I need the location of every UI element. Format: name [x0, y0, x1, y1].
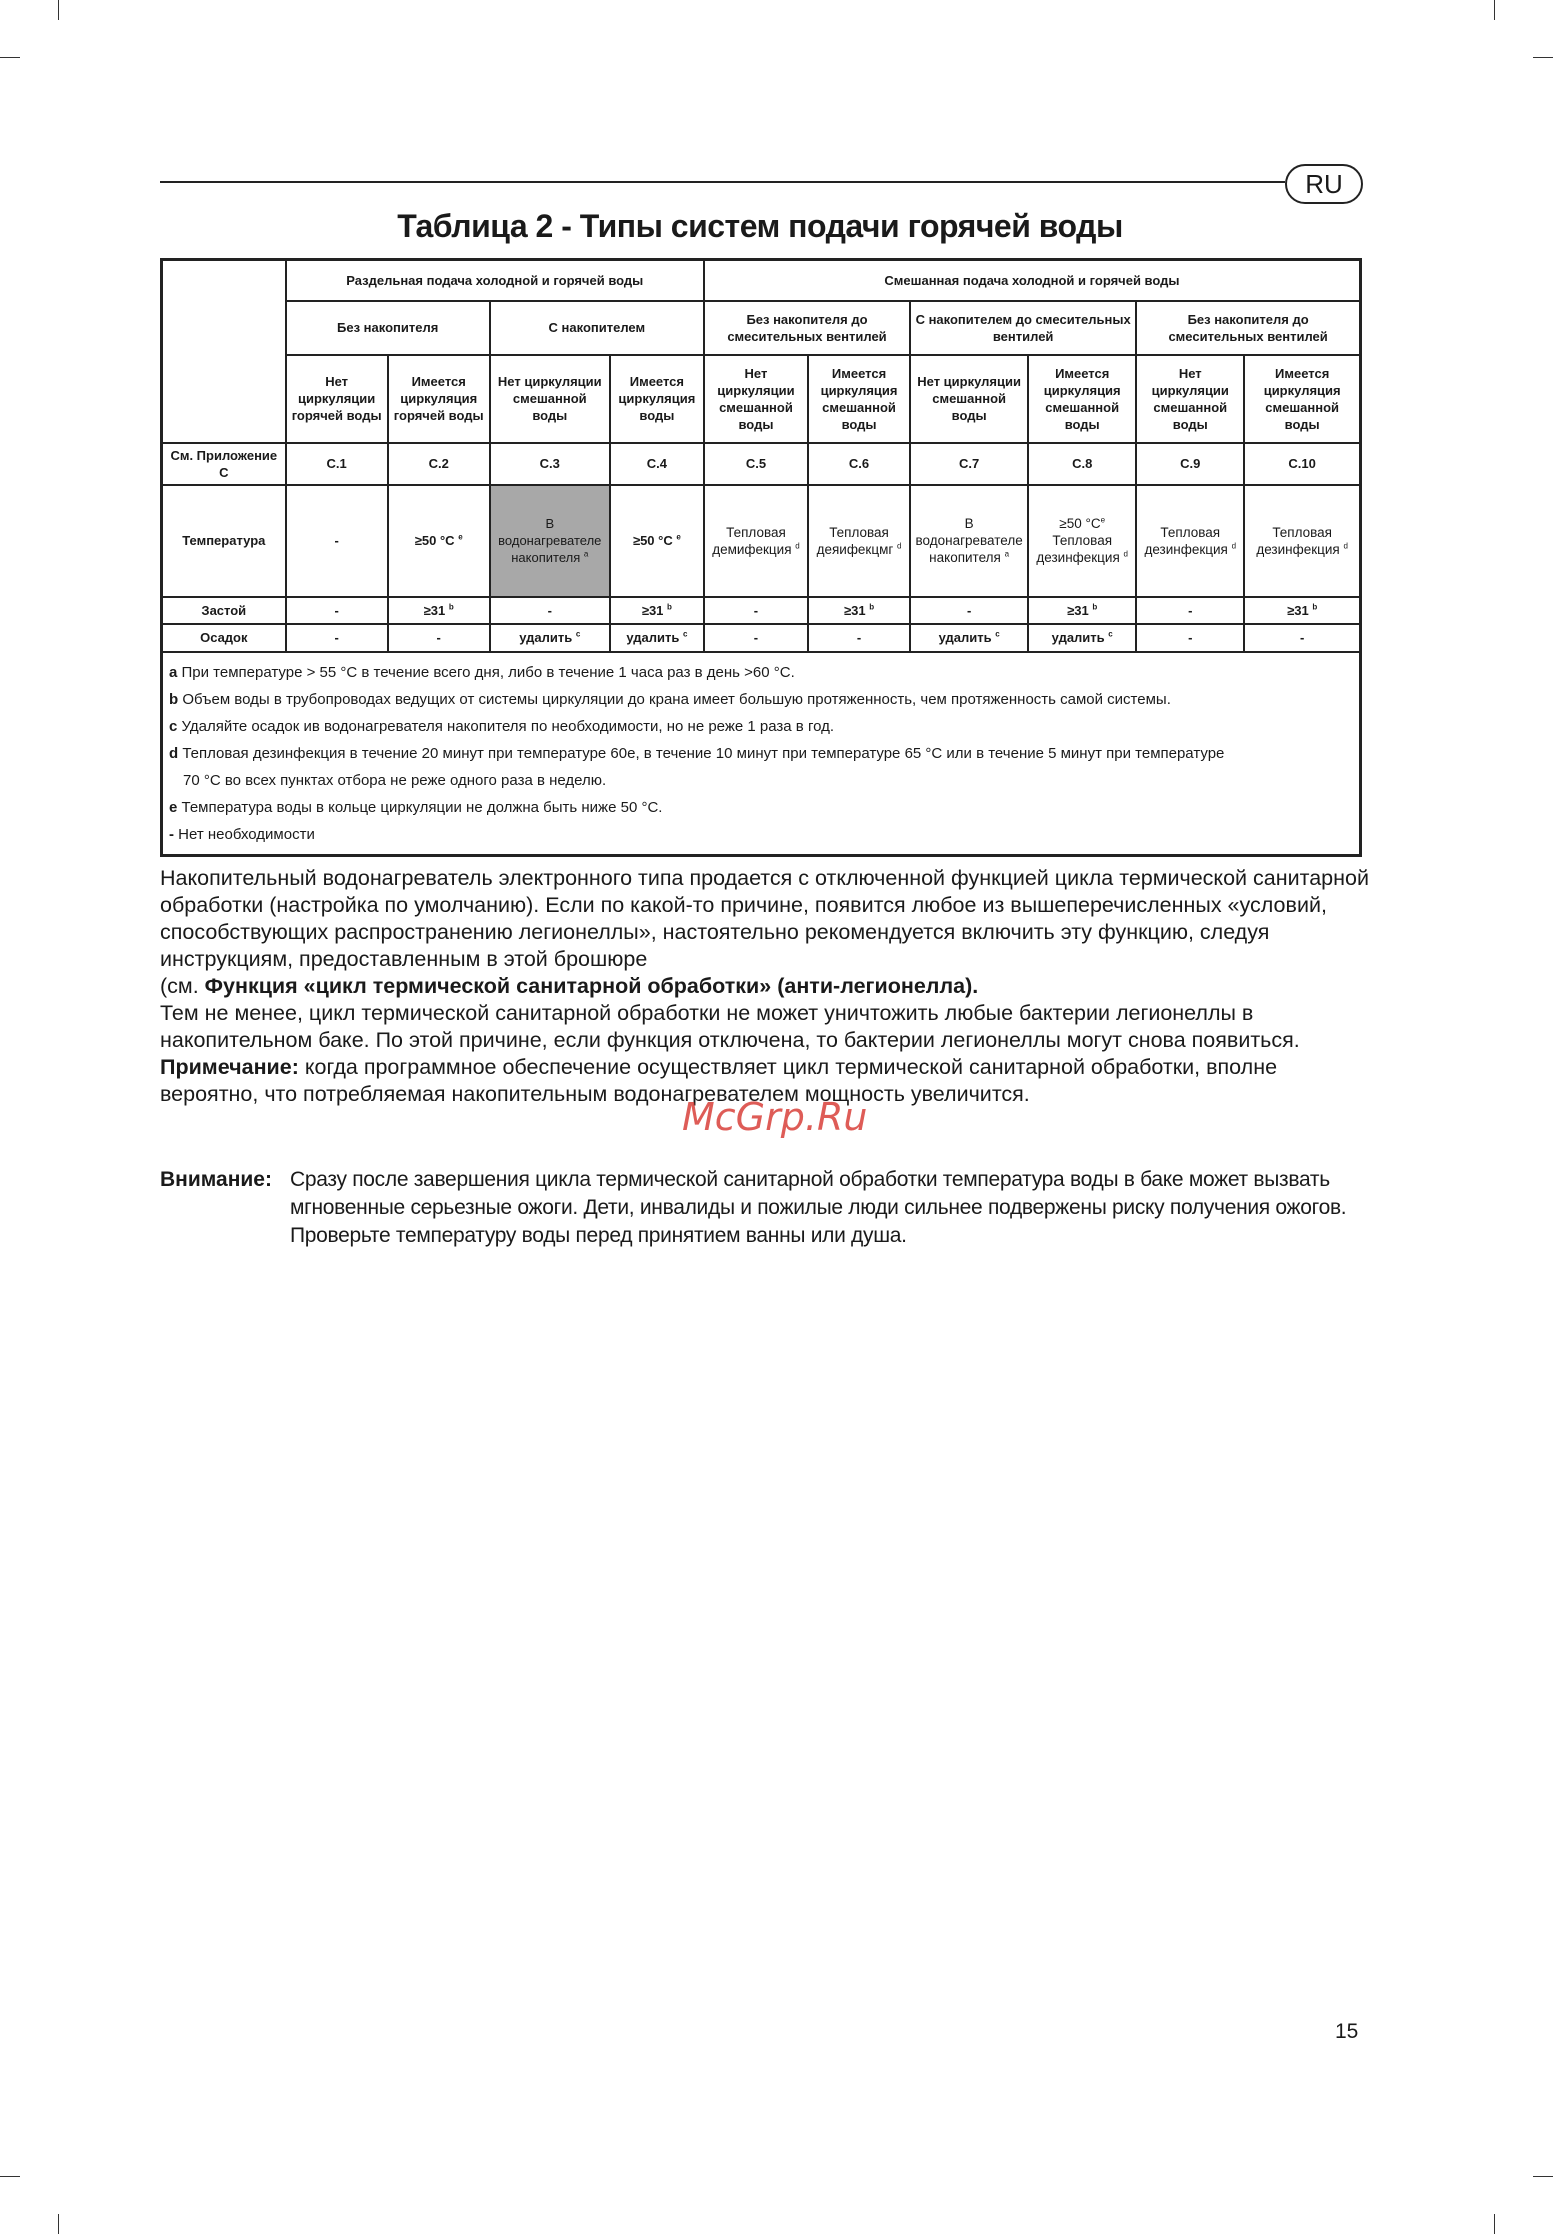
ref-cell: C.1: [286, 443, 388, 485]
ref-cell: C.2: [388, 443, 490, 485]
footnote-c: c Удаляйте осадок ив водонагревателя накопителя по необходимости, но не реже 1 раза в год.: [169, 717, 835, 735]
temp-cell-5: Тепловая демифекция $^d$: [704, 485, 808, 597]
row-label-temperature: Температура: [162, 485, 286, 597]
sub-no-storage-mix-2: Без накопителя до смесительных вентилей: [1136, 301, 1360, 355]
paragraph-note: Примечание: когда программное обеспечение осуществляет цикл термической санитарной обработки, вполне вероятно, что потребляемая накопительным водонагревателем мощность увеличится.: [160, 1055, 1278, 1106]
temp-cell-8: ≥50 °Ce Тепловая дезинфекция $^d$: [1028, 485, 1136, 597]
ref-cell: C.4: [610, 443, 704, 485]
col-header-4: Имеется циркуляция воды: [610, 355, 704, 443]
footnote-d-continued: 70 °C во всех пунктах отбора не реже одного раза в неделю.: [183, 771, 607, 789]
crop-mark: [1494, 2214, 1495, 2234]
row-label-sediment: Осадок: [162, 624, 286, 652]
footnote-e: e Температура воды в кольце циркуляции не должна быть ниже 50 °C.: [169, 798, 663, 816]
footnote-d: d Тепловая дезинфекция в течение 20 минут при температуре 60е, в течение 10 минут при температуре 65 °C или в течение 5 минут при температуре: [169, 744, 1225, 762]
sed-cell: удалить $^c$: [490, 624, 610, 652]
crop-mark: [0, 57, 20, 58]
ref-cell: C.9: [1136, 443, 1244, 485]
stag-cell: ≥31 $^b$: [808, 597, 910, 624]
temp-cell-6: Тепловая деяифекцмг $^d$: [808, 485, 910, 597]
sed-cell: удалить $^c$: [610, 624, 704, 652]
sed-cell: удалить $^c$: [1028, 624, 1136, 652]
ref-cell: C.5: [704, 443, 808, 485]
stag-cell: -: [910, 597, 1028, 624]
col-header-1: Нет циркуляции горячей воды: [286, 355, 388, 443]
temp-cell-4: ≥50 °C $^e$: [610, 485, 704, 597]
row-label-ref: См. Приложение С: [162, 443, 286, 485]
footnote-a: a При температуре > 55 °C в течение всего дня, либо в течение 1 часа раз в день >60 °C.: [169, 663, 795, 681]
col-header-2: Имеется циркуляция горячей воды: [388, 355, 490, 443]
stag-cell: -: [490, 597, 610, 624]
footnote-dash: - Нет необходимости: [169, 825, 315, 843]
ref-cell: C.10: [1244, 443, 1360, 485]
crop-mark: [1494, 0, 1495, 20]
sed-cell: -: [704, 624, 808, 652]
ref-cell: C.6: [808, 443, 910, 485]
col-header-3: Нет циркуляции смешанной воды: [490, 355, 610, 443]
crop-mark: [1533, 57, 1553, 58]
header-rule: [160, 181, 1285, 183]
hot-water-systems-table: [160, 258, 1362, 857]
sub-storage-mix: С накопителем до смесительных вентилей: [910, 301, 1136, 355]
crop-mark: [58, 0, 59, 20]
warning-block: [160, 1166, 1370, 1250]
sed-cell: -: [1244, 624, 1360, 652]
stag-cell: ≥31 $^b$: [610, 597, 704, 624]
sed-cell: удалить $^c$: [910, 624, 1028, 652]
stag-cell: -: [704, 597, 808, 624]
temp-cell-7: В водонагревателе накопителя $^a$: [910, 485, 1028, 597]
stag-cell: -: [1136, 597, 1244, 624]
temp-cell-3: В водонагревателе накопителя $^a$: [490, 485, 610, 597]
group-mixed: Смешанная подача холодной и горячей воды: [704, 260, 1361, 301]
stag-cell: ≥31 $^b$: [1028, 597, 1136, 624]
table-footnotes: [162, 652, 1361, 856]
temp-cell-10: Тепловая дезинфекция $^d$: [1244, 485, 1360, 597]
col-header-6: Имеется циркуляция смешанной воды: [808, 355, 910, 443]
paragraph-limitation: Тем не менее, цикл термической санитарной обработки не может уничтожить любые бактерии легионеллы в накопительном баке. По этой причине, если функция отключена, то бактерии легионеллы могут снова появиться.: [160, 1001, 1300, 1052]
sed-cell: -: [388, 624, 490, 652]
temp-cell-1: -: [286, 485, 388, 597]
col-header-5: Нет циркуляции смешанной воды: [704, 355, 808, 443]
ref-cell: C.7: [910, 443, 1028, 485]
footnote-b: b Объем воды в трубопроводах ведущих от системы циркуляции до крана имеет большую протяженность, чем протяженность самой системы.: [169, 690, 1171, 708]
temp-cell-9: Тепловая дезинфекция $^d$: [1136, 485, 1244, 597]
stag-cell: ≥31 $^b$: [1244, 597, 1360, 624]
crop-mark: [0, 2176, 20, 2177]
col-header-8: Имеется циркуляция смешанной воды: [1028, 355, 1136, 443]
sed-cell: -: [1136, 624, 1244, 652]
watermark: McGrp.Ru: [682, 1095, 868, 1139]
function-reference: Функция «цикл термической санитарной обработки» (анти-легионелла).: [204, 974, 979, 998]
temp-cell-2: ≥50 °C $^e$: [388, 485, 490, 597]
warning-text: Сразу после завершения цикла термической санитарной обработки температура воды в баке может вызвать мгновенные серьезные ожоги. Дети, инвалиды и пожилые люди сильнее подвержены риску получения ожогов. Проверьте температуру воды перед принятием ванны или душа.: [290, 1168, 1347, 1247]
corner-cell: [162, 260, 286, 443]
ref-cell: C.8: [1028, 443, 1136, 485]
ref-cell: C.3: [490, 443, 610, 485]
body-text: [160, 865, 1370, 1108]
col-header-10: Имеется циркуляция смешанной воды: [1244, 355, 1360, 443]
row-label-stagnation: Застой: [162, 597, 286, 624]
warning-label: Внимание:: [160, 1168, 272, 1191]
crop-mark: [1533, 2176, 1553, 2177]
paragraph-intro: Накопительный водонагреватель электронного типа продается с отключенной функцией цикла термической санитарной обработки (настройка по умолчанию). Если по какой-то причине, появится любое из вышеперечисленных «условий, способствующих распространению легионеллы», настоятельно рекомендуется включить эту функцию, следуя инструкциям, предоставленным в этой брошюре (см. Функция «цикл термической санитарной обработки» (анти-легионелла).: [160, 866, 1369, 998]
page-title: Таблица 2 - Типы систем подачи горячей воды: [397, 208, 1123, 244]
sub-storage: С накопителем: [490, 301, 704, 355]
sed-cell: -: [286, 624, 388, 652]
col-header-9: Нет циркуляции смешанной воды: [1136, 355, 1244, 443]
stag-cell: ≥31 $^b$: [388, 597, 490, 624]
sub-no-storage-mix: Без накопителя до смесительных вентилей: [704, 301, 910, 355]
language-badge: RU: [1285, 164, 1363, 204]
page-number: 15: [1335, 2020, 1359, 2043]
sub-no-storage: Без накопителя: [286, 301, 490, 355]
col-header-7: Нет циркуляции смешанной воды: [910, 355, 1028, 443]
stag-cell: -: [286, 597, 388, 624]
sed-cell: -: [808, 624, 910, 652]
group-separate: Раздельная подача холодной и горячей воды: [286, 260, 704, 301]
crop-mark: [58, 2214, 59, 2234]
